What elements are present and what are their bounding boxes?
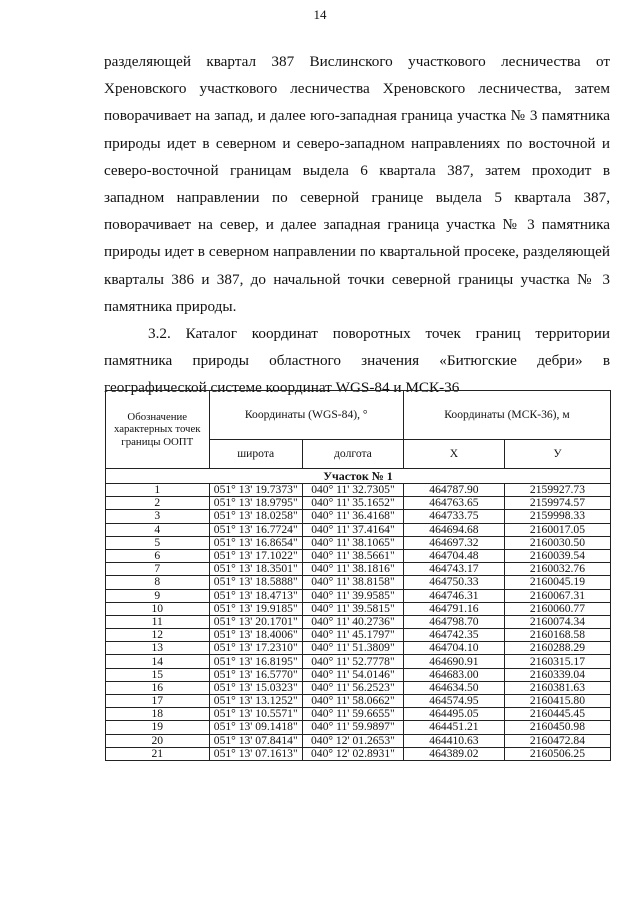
longitude-cell: 040° 11' 51.3809" <box>302 642 403 655</box>
header-x: X <box>403 440 504 469</box>
longitude-cell: 040° 11' 35.1652" <box>302 497 403 510</box>
paragraph-line: западном направлении по северной границе выдела 5 квартала 387, <box>104 189 610 207</box>
point-number: 8 <box>106 576 210 589</box>
longitude-cell: 040° 11' 38.5661" <box>302 549 403 562</box>
table-row <box>106 484 611 497</box>
table-row <box>106 536 611 549</box>
table-row <box>106 549 611 562</box>
y-cell: 2160315.17 <box>504 655 610 668</box>
y-cell: 2160472.84 <box>504 734 610 747</box>
latitude-cell: 051° 13' 18.5888" <box>209 576 302 589</box>
paragraph-line: кварталы 386 и 387, до начальной точки северной границы участка № 3 <box>104 270 610 288</box>
paragraph-line: природы идет в северном и северо-западном направлениях по восточной и <box>104 134 610 152</box>
latitude-cell: 051° 13' 16.5770" <box>209 668 302 681</box>
point-number: 11 <box>106 615 210 628</box>
longitude-cell: 040° 12' 01.2653" <box>302 734 403 747</box>
longitude-cell: 040° 11' 56.2523" <box>302 681 403 694</box>
paragraph-line: поворачивает на запад, и далее юго-западная граница участка № 3 памятника <box>104 107 610 125</box>
latitude-cell: 051° 13' 07.8414" <box>209 734 302 747</box>
table-row <box>106 708 611 721</box>
x-cell: 464683.00 <box>403 668 504 681</box>
latitude-cell: 051° 13' 18.0258" <box>209 510 302 523</box>
longitude-cell: 040° 11' 38.1816" <box>302 563 403 576</box>
page-number: 14 <box>313 7 327 22</box>
latitude-cell: 051° 13' 16.8654" <box>209 536 302 549</box>
longitude-cell: 040° 11' 59.6655" <box>302 708 403 721</box>
paragraph-line: природы идет в северном направлении по квартальной просеке, разделяющей <box>104 243 610 261</box>
y-cell: 2160060.77 <box>504 602 610 615</box>
point-number: 4 <box>106 523 210 536</box>
table-row <box>106 510 611 523</box>
x-cell: 464746.31 <box>403 589 504 602</box>
x-cell: 464574.95 <box>403 695 504 708</box>
header-latitude: широта <box>209 440 302 469</box>
section-heading-line: 3.2. Каталог координат поворотных точек границ территории <box>148 325 610 343</box>
table-row <box>106 576 611 589</box>
point-number: 1 <box>106 484 210 497</box>
point-number: 16 <box>106 681 210 694</box>
x-cell: 464694.68 <box>403 523 504 536</box>
longitude-cell: 040° 11' 36.4168" <box>302 510 403 523</box>
body-text <box>104 48 610 402</box>
longitude-cell: 040° 11' 40.2736" <box>302 615 403 628</box>
table-row <box>106 497 611 510</box>
point-number: 17 <box>106 695 210 708</box>
x-cell: 464410.63 <box>403 734 504 747</box>
point-number: 5 <box>106 536 210 549</box>
latitude-cell: 051° 13' 15.0323" <box>209 681 302 694</box>
x-cell: 464704.10 <box>403 642 504 655</box>
latitude-cell: 051° 13' 18.4006" <box>209 629 302 642</box>
x-cell: 464733.75 <box>403 510 504 523</box>
paragraph-line: памятника природы. <box>104 297 237 315</box>
table-row <box>106 668 611 681</box>
point-number: 2 <box>106 497 210 510</box>
y-cell: 2160450.98 <box>504 721 610 734</box>
x-cell: 464787.90 <box>403 484 504 497</box>
x-cell: 464763.65 <box>403 497 504 510</box>
table-row <box>106 695 611 708</box>
point-number: 19 <box>106 721 210 734</box>
y-cell: 2160506.25 <box>504 747 610 760</box>
x-cell: 464451.21 <box>403 721 504 734</box>
longitude-cell: 040° 11' 37.4164" <box>302 523 403 536</box>
longitude-cell: 040° 11' 39.5815" <box>302 602 403 615</box>
coordinates-table <box>105 390 611 761</box>
table-row <box>106 721 611 734</box>
longitude-cell: 040° 11' 38.1065" <box>302 536 403 549</box>
latitude-cell: 051° 13' 19.7373" <box>209 484 302 497</box>
y-cell: 2160288.29 <box>504 642 610 655</box>
table-row <box>106 523 611 536</box>
point-number: 20 <box>106 734 210 747</box>
y-cell: 2159974.57 <box>504 497 610 510</box>
point-number: 10 <box>106 602 210 615</box>
point-number: 12 <box>106 629 210 642</box>
latitude-cell: 051° 13' 10.5571" <box>209 708 302 721</box>
latitude-cell: 051° 13' 17.1022" <box>209 549 302 562</box>
point-number: 9 <box>106 589 210 602</box>
longitude-cell: 040° 11' 58.0662" <box>302 695 403 708</box>
y-cell: 2160030.50 <box>504 536 610 549</box>
latitude-cell: 051° 13' 19.9185" <box>209 602 302 615</box>
table-row <box>106 747 611 760</box>
longitude-cell: 040° 11' 39.9585" <box>302 589 403 602</box>
longitude-cell: 040° 12' 02.8931" <box>302 747 403 760</box>
longitude-cell: 040° 11' 32.7305" <box>302 484 403 497</box>
latitude-cell: 051° 13' 18.3501" <box>209 563 302 576</box>
longitude-cell: 040° 11' 52.7778" <box>302 655 403 668</box>
x-cell: 464743.17 <box>403 563 504 576</box>
y-cell: 2160415.80 <box>504 695 610 708</box>
table-row <box>106 589 611 602</box>
point-number: 3 <box>106 510 210 523</box>
header-longitude: долгота <box>302 440 403 469</box>
y-cell: 2160168.58 <box>504 629 610 642</box>
header-y: У <box>504 440 610 469</box>
x-cell: 464791.16 <box>403 602 504 615</box>
section-label: Участок № 1 <box>106 469 611 484</box>
y-cell: 2160067.31 <box>504 589 610 602</box>
x-cell: 464704.48 <box>403 549 504 562</box>
point-number: 21 <box>106 747 210 760</box>
x-cell: 464495.05 <box>403 708 504 721</box>
y-cell: 2159927.73 <box>504 484 610 497</box>
header-msk36: Координаты (МСК-36), м <box>403 391 610 440</box>
y-cell: 2160339.04 <box>504 668 610 681</box>
table-row <box>106 602 611 615</box>
latitude-cell: 051° 13' 18.4713" <box>209 589 302 602</box>
latitude-cell: 051° 13' 13.1252" <box>209 695 302 708</box>
table-row <box>106 629 611 642</box>
x-cell: 464697.32 <box>403 536 504 549</box>
y-cell: 2160074.34 <box>504 615 610 628</box>
y-cell: 2160039.54 <box>504 549 610 562</box>
x-cell: 464742.35 <box>403 629 504 642</box>
point-number: 18 <box>106 708 210 721</box>
header-point: Обозначение характерных точек границы ООПТ <box>106 391 210 469</box>
x-cell: 464750.33 <box>403 576 504 589</box>
y-cell: 2160032.76 <box>504 563 610 576</box>
latitude-cell: 051° 13' 09.1418" <box>209 721 302 734</box>
x-cell: 464798.70 <box>403 615 504 628</box>
paragraph-line: Хреновского участкового лесничества Хреновского лесничества, затем <box>104 80 610 98</box>
point-number: 6 <box>106 549 210 562</box>
paragraph-line: разделяющей квартал 387 Вислинского участкового лесничества от <box>104 53 610 70</box>
table-row <box>106 642 611 655</box>
longitude-cell: 040° 11' 59.9897" <box>302 721 403 734</box>
point-number: 14 <box>106 655 210 668</box>
table-row <box>106 734 611 747</box>
latitude-cell: 051° 13' 07.1613" <box>209 747 302 760</box>
latitude-cell: 051° 13' 17.2310" <box>209 642 302 655</box>
table-row <box>106 563 611 576</box>
latitude-cell: 051° 13' 20.1701" <box>209 615 302 628</box>
section-heading-line: памятника природы областного значения «Битюгские дебри» в <box>104 352 610 370</box>
section-heading-line: географической системе координат WGS-84 и МСК-36 <box>104 379 460 397</box>
y-cell: 2160017.05 <box>504 523 610 536</box>
y-cell: 2160445.45 <box>504 708 610 721</box>
point-number: 7 <box>106 563 210 576</box>
table-row <box>106 681 611 694</box>
x-cell: 464634.50 <box>403 681 504 694</box>
longitude-cell: 040° 11' 45.1797" <box>302 629 403 642</box>
point-number: 13 <box>106 642 210 655</box>
longitude-cell: 040° 11' 38.8158" <box>302 576 403 589</box>
latitude-cell: 051° 13' 16.8195" <box>209 655 302 668</box>
header-wgs84: Координаты (WGS-84), ° <box>209 391 403 440</box>
y-cell: 2160045.19 <box>504 576 610 589</box>
point-number: 15 <box>106 668 210 681</box>
paragraph-line: северо-восточной границам выдела 6 квартала 387, затем проходит в <box>104 161 610 179</box>
table-row <box>106 655 611 668</box>
latitude-cell: 051° 13' 16.7724" <box>209 523 302 536</box>
y-cell: 2159998.33 <box>504 510 610 523</box>
latitude-cell: 051° 13' 18.9795" <box>209 497 302 510</box>
y-cell: 2160381.63 <box>504 681 610 694</box>
table-body <box>106 469 611 761</box>
x-cell: 464389.02 <box>403 747 504 760</box>
paragraph-line: поворачивает на север, и далее западная граница участка № 3 памятника <box>104 216 610 234</box>
table-row <box>106 615 611 628</box>
x-cell: 464690.91 <box>403 655 504 668</box>
longitude-cell: 040° 11' 54.0146" <box>302 668 403 681</box>
